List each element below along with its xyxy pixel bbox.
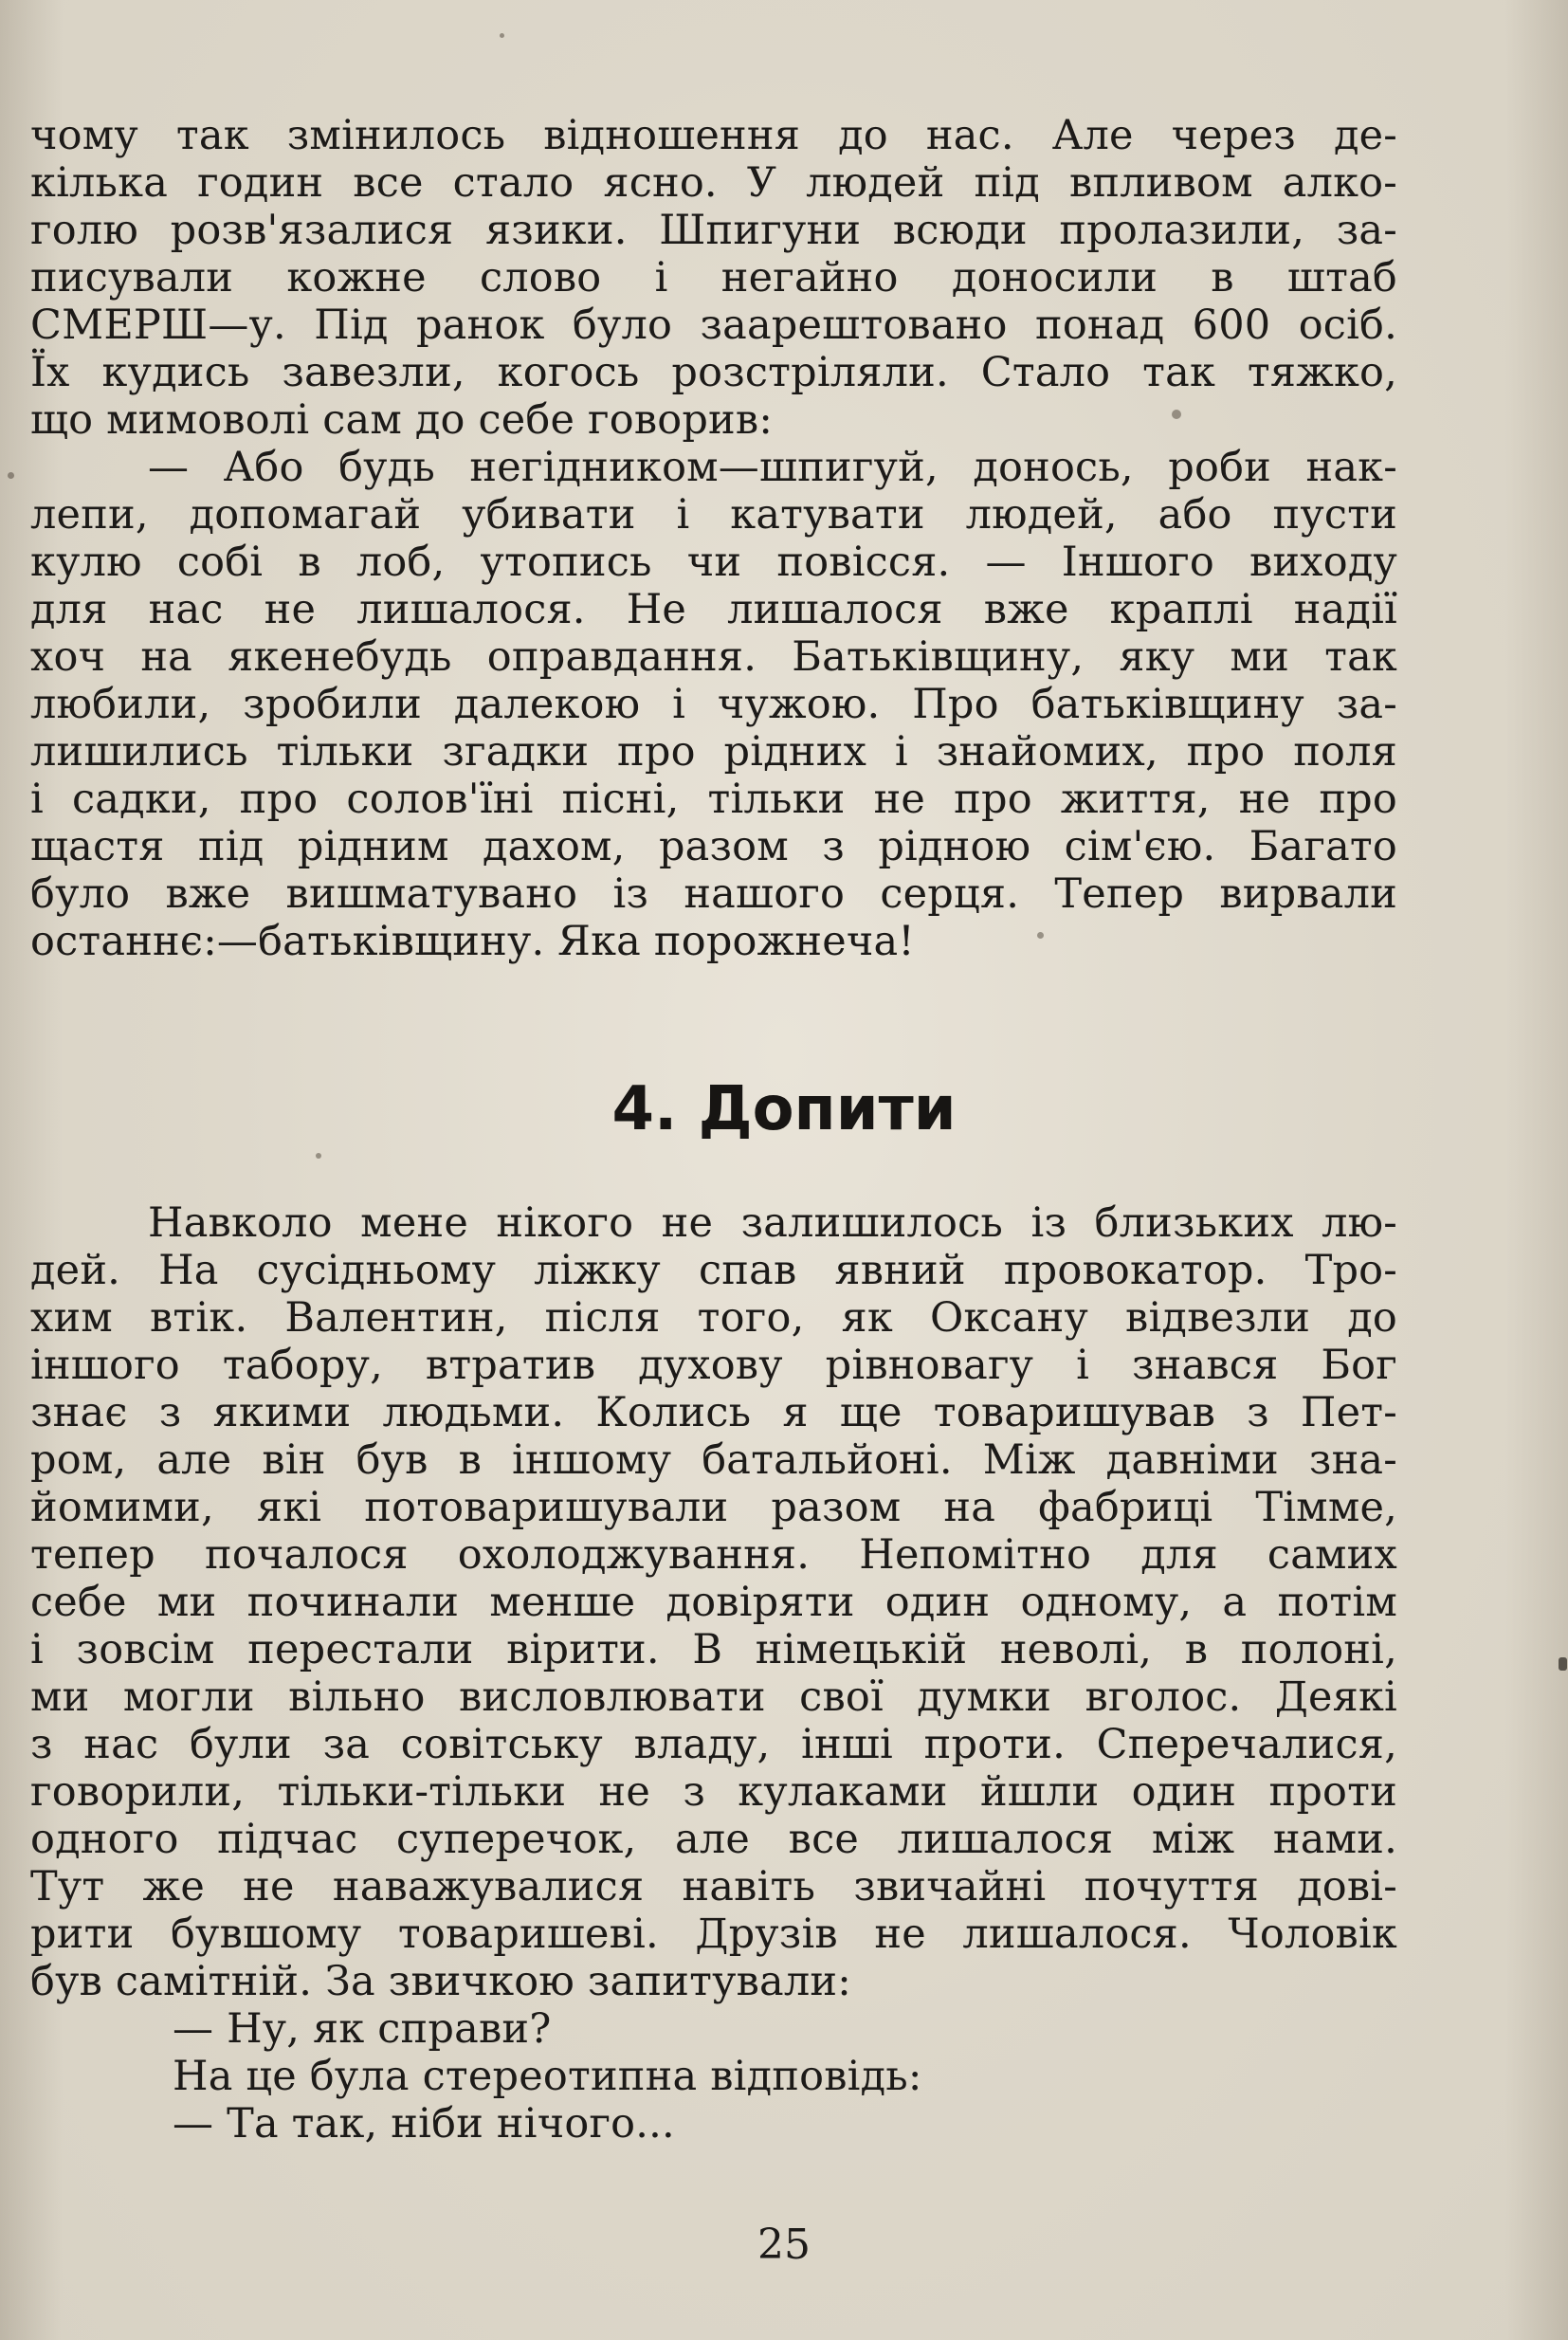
text-line: було вже вишматувано із нашого серця. Тепер вирвали <box>30 870 1397 918</box>
text-line: СМЕРШ—у. Під ранок було заарештовано понад 600 осіб. <box>30 302 1397 349</box>
text-line: любили, зробили далекою і чужою. Про батьківщину за- <box>30 681 1397 728</box>
text-line: для нас не лишалося. Не лишалося вже краплі надії <box>30 586 1397 633</box>
text-line: кілька годин все стало ясно. У людей під впливом алко- <box>30 159 1397 207</box>
paper-speck <box>1037 932 1044 939</box>
section-heading: 4. Допити <box>611 1074 957 1144</box>
dialogue <box>30 2005 1397 2148</box>
text-line: — Або будь негідником—шпигуй, донось, роби нак- <box>148 444 1397 491</box>
text-line: щастя під рідним дахом, разом з рідною сім'єю. Багато <box>30 823 1397 870</box>
dialogue-line: — Ну, як справи? <box>173 2005 552 2053</box>
dialogue-line: На це була стереотипна відповідь: <box>173 2053 922 2100</box>
text-line: Навколо мене нікого не залишилось із близьких лю- <box>148 1199 1397 1247</box>
text-line: кулю собі в лоб, утопись чи повісся. — Іншого виходу <box>30 539 1397 586</box>
text-line: лепи, допомагай убивати і катувати людей, або пусти <box>30 491 1397 539</box>
text-line: і садки, про солов'їні пісні, тільки не про життя, не про <box>30 776 1397 823</box>
paper-speck <box>316 1153 321 1159</box>
text-line: йомими, які потоваришували разом на фабриці Тімме, <box>30 1484 1397 1531</box>
paper-speck <box>8 472 14 479</box>
text-line: дей. На сусідньому ліжку спав явний провокатор. Тро- <box>30 1247 1397 1294</box>
text-line: лишились тільки згадки про рідних і знайомих, про поля <box>30 728 1397 776</box>
paper-speck <box>1559 1657 1567 1671</box>
text-line: останнє:—батьківщину. Яка порожнеча! <box>30 918 915 965</box>
text-line: Тут же не наважувалися навіть звичайні почуття дові- <box>30 1863 1397 1910</box>
text-line: був самітній. За звичкою запитували: <box>30 1958 851 2005</box>
text-line: що мимоволі сам до себе говорив: <box>30 396 774 444</box>
text-line: ром, але він був в іншому батальйоні. Між давніми зна- <box>30 1436 1397 1484</box>
text-block-bottom <box>30 1199 1397 2148</box>
text-line: з нас були за совітську владу, інші проти. Сперечалися, <box>30 1721 1397 1768</box>
text-line: рити бувшому товаришеві. Друзів не лишалося. Чоловік <box>30 1910 1397 1958</box>
text-line: тепер почалося охолоджування. Непомітно для самих <box>30 1531 1397 1579</box>
text-line: іншого табору, втратив духову рівновагу і знався Бог <box>30 1342 1397 1389</box>
text-line: Їх кудись завезли, когось розстріляли. Стало так тяжко, <box>30 349 1397 396</box>
text-line: одного підчас суперечок, але все лишалося між нами. <box>30 1816 1397 1863</box>
page-number: 25 <box>757 2221 811 2269</box>
text-line: хим втік. Валентин, після того, як Оксану відвезли до <box>30 1294 1397 1342</box>
paragraph <box>30 444 1397 965</box>
text-line: ми могли вільно висловлювати свої думки вголос. Деякі <box>30 1673 1397 1721</box>
text-line: голю розв'язалися язики. Шпигуни всюди пролазили, за- <box>30 207 1397 254</box>
text-block-top <box>30 112 1397 965</box>
paragraph <box>30 1199 1397 2005</box>
text-line: писували кожне слово і негайно доносили в штаб <box>30 254 1397 302</box>
text-line: себе ми починали менше довіряти один одному, а потім <box>30 1579 1397 1626</box>
paper-speck <box>500 33 504 38</box>
dialogue-line: — Та так, ніби нічого... <box>173 2100 675 2148</box>
text-line: хоч на якенебудь оправдання. Батьківщину, яку ми так <box>30 633 1397 681</box>
paragraph <box>30 112 1397 444</box>
text-line: і зовсім перестали вірити. В німецькій неволі, в полоні, <box>30 1626 1397 1673</box>
text-line: знає з якими людьми. Колись я ще товаришував з Пет- <box>30 1389 1397 1436</box>
paper-speck <box>1172 410 1181 419</box>
text-line: чому так змінилось відношення до нас. Але через де- <box>30 112 1397 159</box>
text-line: говорили, тільки-тільки не з кулаками йшли один проти <box>30 1768 1397 1816</box>
